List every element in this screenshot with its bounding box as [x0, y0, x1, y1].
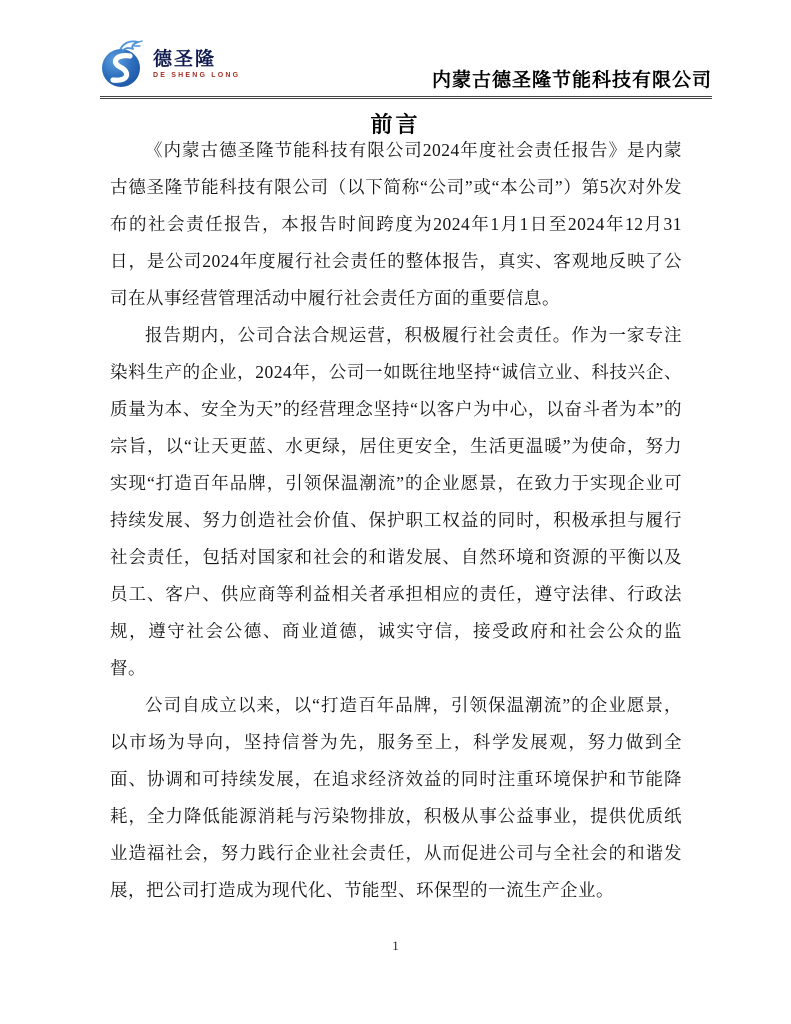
- page-title: 前言: [370, 112, 421, 137]
- page-number: 1: [392, 938, 399, 953]
- document-body: [110, 132, 682, 909]
- logo-chinese-name: 德圣隆: [153, 48, 217, 70]
- paragraph-2: 报告期内，公司合法合规运营，积极履行社会责任。作为一家专注染料生产的企业，2024年，公司一如既往地坚持“诚信立业、科技兴企、质量为本、安全为天”的经营理念坚持“以客户为中心，以奋斗者为本”的宗旨，以“让天更蓝、水更绿，居住更安全，生活更温暖”为使命，努力实现“打造百年品牌，引领保温潮流”的企业愿景，在致力于实现企业可持续发展、努力创造社会价值、保护职工权益的同时，积极承担与履行社会责任，包括对国家和社会的和谐发展、自然环境和资源的平衡以及员工、客户、供应商等利益相关者承担相应的责任，遵守法律、行政法规，遵守社会公德、商业道德，诚实守信，接受政府和社会公众的监督。: [110, 325, 682, 678]
- page-header: [100, 32, 712, 99]
- paragraph-1: 《内蒙古德圣隆节能科技有限公司2024年度社会责任报告》是内蒙古德圣隆节能科技有限公司（以下简称“公司”或“本公司”）第5次对外发布的社会责任报告，本报告时间跨度为2024年1月1日至2024年12月31日，是公司2024年度履行社会责任的整体报告，真实、客观地反映了公司在从事经营管理活动中履行社会责任方面的重要信息。: [110, 140, 682, 308]
- header-company-name: 内蒙古德圣隆节能科技有限公司: [431, 70, 712, 91]
- logo-text-block: [153, 50, 240, 79]
- company-logo: [100, 38, 240, 90]
- paragraph-3: 公司自成立以来，以“打造百年品牌，引领保温潮流”的企业愿景，以市场为导向，坚持信誉为先，服务至上，科学发展观，努力做到全面、协调和可持续发展，在追求经济效益的同时注重环境保护和节能降耗，全力降低能源消耗与污染物排放，积极从事公益事业，提供优质纸业造福社会，努力践行企业社会责任，从而促进公司与全社会的和谐发展，把公司打造成为现代化、节能型、环保型的一流生产企业。: [110, 695, 682, 900]
- dragon-s-logo-icon: [100, 38, 148, 90]
- logo-english-name: DE SHENG LONG: [153, 71, 241, 79]
